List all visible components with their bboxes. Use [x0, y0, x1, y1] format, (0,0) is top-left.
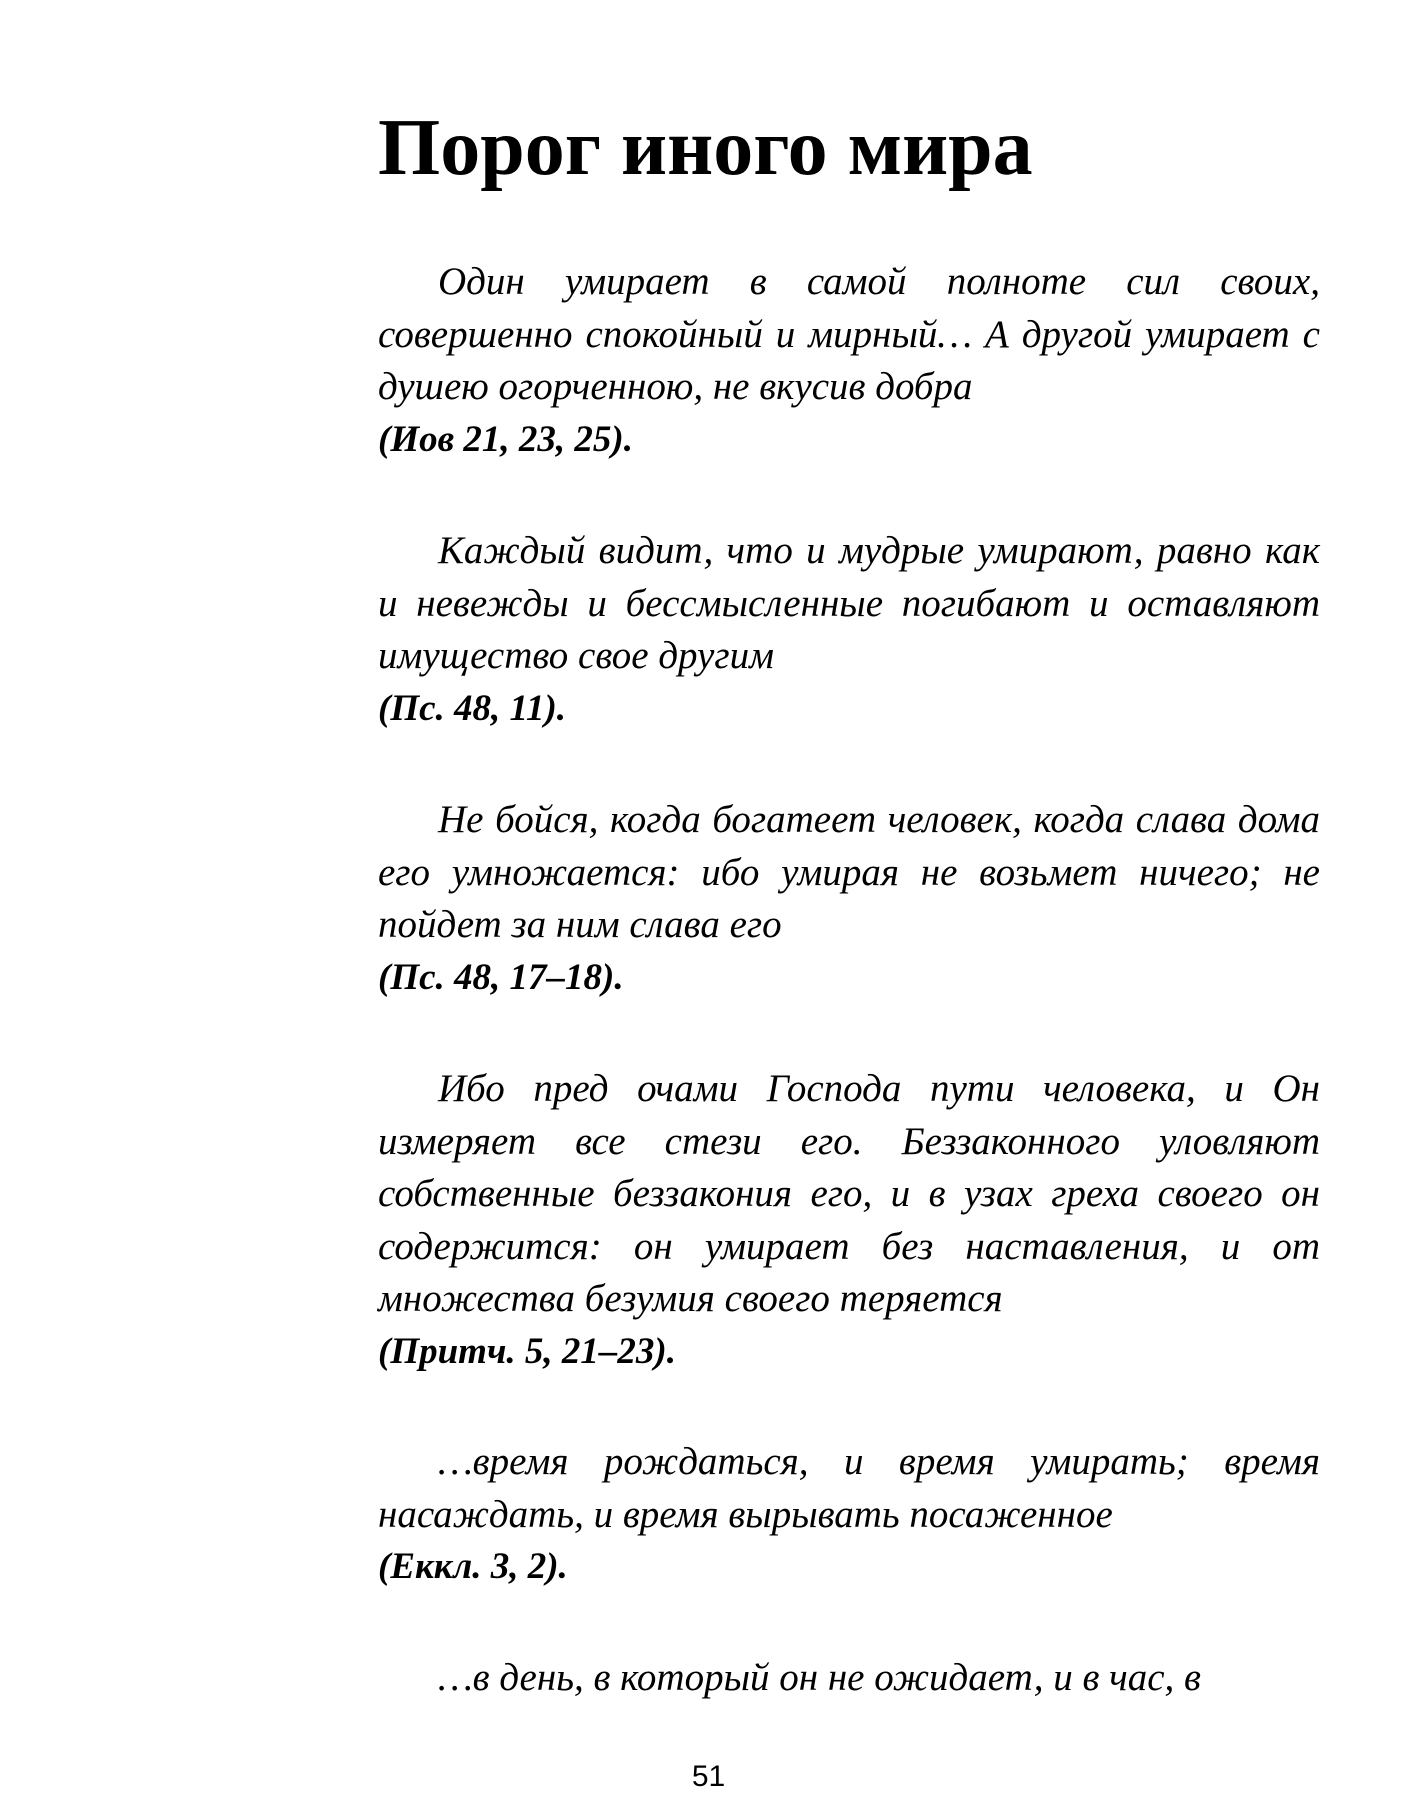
- quote-reference: (Еккл. 3, 2).: [378, 1546, 568, 1587]
- quote-block: [378, 794, 1320, 1004]
- quote-text: Не бойся, когда богатеет человек, когда слава дома его умножается: ибо умирая не возьмет ничего; не пойдет за ним слава его: [378, 798, 1320, 946]
- quote-text: Ибо пред очами Господа пути человека, и Он измеряет все стези его. Беззаконного уловляют собственные беззакония его, и в узах греха своего он содержится: он умирает без наставления, и от множества безумия своего теряется: [378, 1067, 1320, 1320]
- quote-block: [378, 1436, 1320, 1594]
- quote-reference: (Пс. 48, 11).: [378, 687, 567, 729]
- quote-block: [378, 1652, 1320, 1705]
- quote-block: [378, 256, 1320, 466]
- quote-text: Каждый видит, что и мудрые умирают, равно как и невежды и бессмысленные погибают и оставляют имущество свое другим: [378, 529, 1320, 677]
- quote-block: [378, 1063, 1320, 1378]
- quote-reference: (Иов 21, 23, 25).: [378, 418, 633, 460]
- quote-text: …время рождаться, и время умирать; время насаждать, и время вырывать посаженное: [378, 1440, 1320, 1536]
- quote-block: [378, 525, 1320, 735]
- page-number: 51: [691, 1760, 726, 1793]
- quote-text: Один умирает в самой полноте сил своих, совершенно спокойный и мирный… А другой умирает с душею огорченною, не вкусив добра: [378, 260, 1320, 408]
- quote-reference: (Пс. 48, 17–18).: [378, 956, 624, 998]
- page-title: Порог иного мира: [378, 104, 1033, 192]
- quote-reference: (Притч. 5, 21–23).: [378, 1330, 676, 1372]
- quote-text-partial: …в день, в который он не ожидает, и в час, в: [438, 1656, 1201, 1699]
